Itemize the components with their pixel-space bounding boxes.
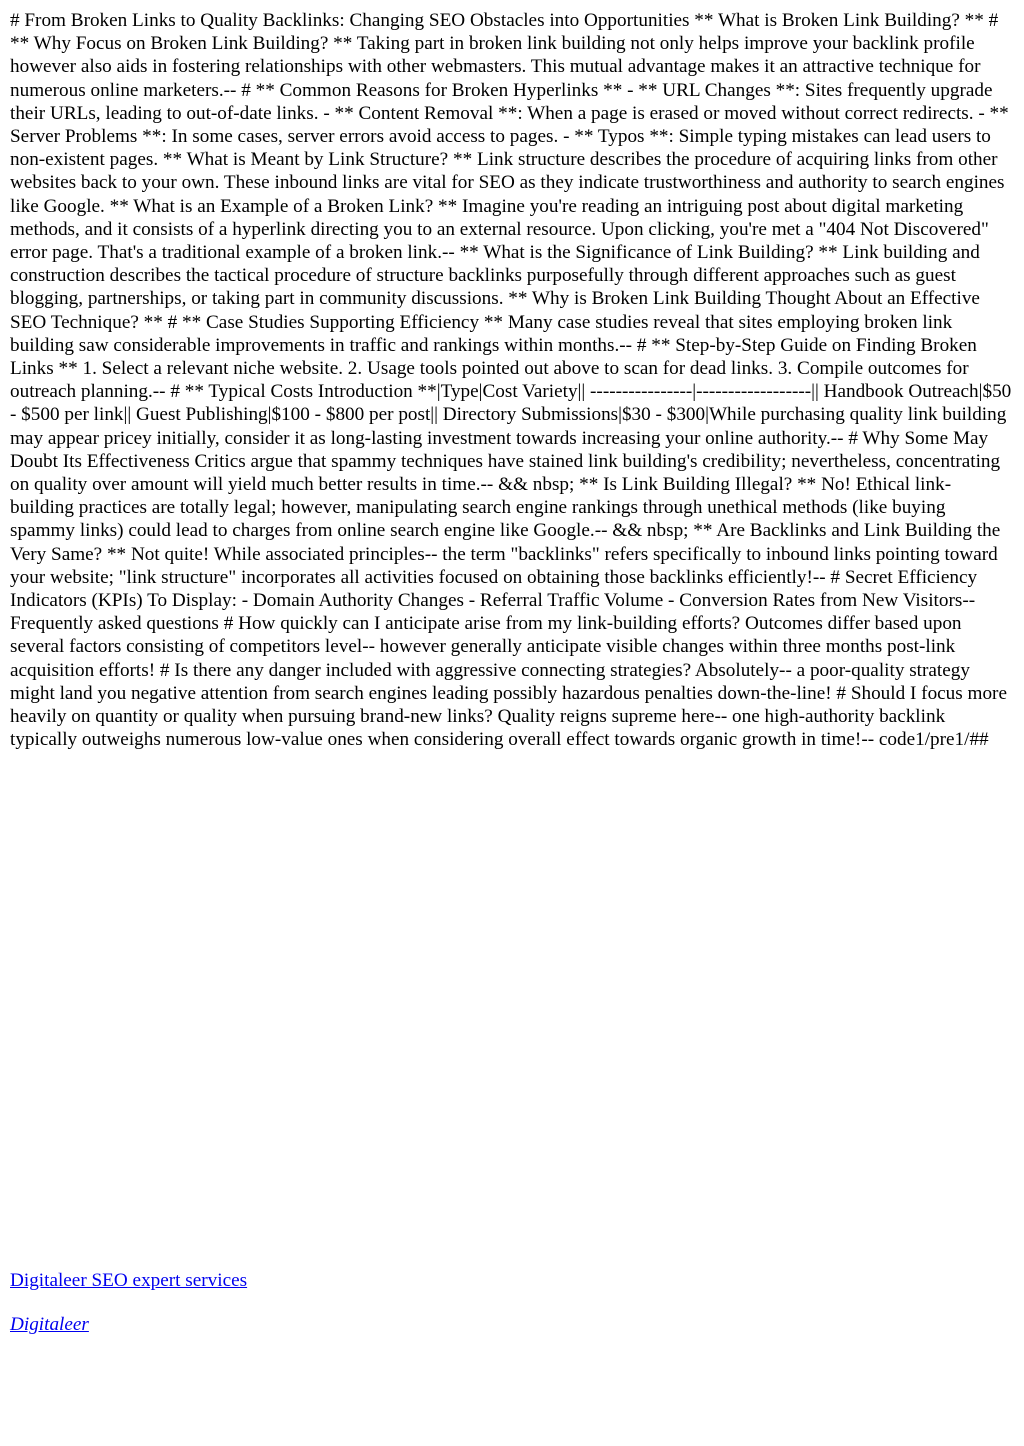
footer-brand-paragraph (10, 1313, 1014, 1336)
footer-links (10, 1269, 1014, 1357)
brand-link[interactable]: Digitaleer (10, 1314, 89, 1335)
article-body-text: # From Broken Links to Quality Backlinks: Changing SEO Obstacles into Opportunities ** What is Broken Link Building? ** # ** Why Focus on Broken Link Building? ** Taking part in broken link building not only helps improve your backlink profile however also aids in fostering relationships with other webmasters. This mutual advantage makes it an attractive technique for numerous online marketers.-- # ** Common Reasons for Broken Hyperlinks ** - ** URL Changes **: Sites frequently upgrade their URLs, leading to out-of-date links. - ** Content Removal **: When a page is erased or moved without correct redirects. - ** Server Problems **: In some cases, server errors avoid access to pages. - ** Typos **: Simple typing mistakes can lead users to non-existent pages. ** What is Meant by Link Structure? ** Link structure describes the procedure of acquiring links from other websites back to your own. These inbound links are vital for SEO as they indicate trustworthiness and authority to search engines like Google. ** What is an Example of a Broken Link? ** Imagine you're reading an intriguing post about digital marketing methods, and it consists of a hyperlink directing you to an external resource. Upon clicking, you're met a "404 Not Discovered" error page. That's a traditional example of a broken link.-- ** What is the Significance of Link Building? ** Link building and construction describes the tactical procedure of structure backlinks purposefully through different approaches such as guest blogging, partnerships, or taking part in community discussions. ** Why is Broken Link Building Thought About an Effective SEO Technique? ** # ** Case Studies Supporting Efficiency ** Many case studies reveal that sites employing broken link building saw considerable improvements in traffic and rankings within months.-- # ** Step-by-Step Guide on Finding Broken Links ** 1. Select a relevant niche website. 2. Usage tools pointed out above to scan for dead links. 3. Compile outcomes for outreach planning.-- # ** Typical Costs Introduction **|Type|Cost Variety|| ----------------|------------------|| Handbook Outreach|$50 - $500 per link|| Guest Publishing|$100 - $800 per post|| Directory Submissions|$30 - $300|While purchasing quality link building may appear pricey initially, consider it as long-lasting investment towards increasing your online authority.-- # Why Some May Doubt Its Effectiveness Critics argue that spammy techniques have stained link building's credibility; nevertheless, concentrating on quality over amount will yield much better results in time.-- && nbsp; ** Is Link Building Illegal? ** No! Ethical link-building practices are totally legal; however, manipulating search engine rankings through unethical methods (like buying spammy links) could lead to charges from online search engine like Google.-- && nbsp; ** Are Backlinks and Link Building the Very Same? ** Not quite! While associated principles-- the term "backlinks" refers specifically to inbound links pointing toward your website; "link structure" incorporates all activities focused on obtaining those backlinks efficiently!-- # Secret Efficiency Indicators (KPIs) To Display: - Domain Authority Changes - Referral Traffic Volume - Conversion Rates from New Visitors-- Frequently asked questions # How quickly can I anticipate arise from my link-building efforts? Outcomes differ based upon several factors consisting of competitors level-- however generally anticipate visible changes within three months post-link acquisition efforts! # Is there any danger included with aggressive connecting strategies? Absolutely-- a poor-quality strategy might land you negative attention from search engines leading possibly hazardous penalties down-the-line! # Should I focus more heavily on quantity or quality when pursuing brand-new links? Quality reigns supreme here-- one high-authority backlink typically outweighs numerous low-value ones when considering overall effect towards organic growth in time!-- code1/pre1/## (10, 10, 1012, 751)
footer-services-paragraph (10, 1269, 1014, 1292)
seo-services-link[interactable]: Digitaleer SEO expert services (10, 1270, 248, 1291)
